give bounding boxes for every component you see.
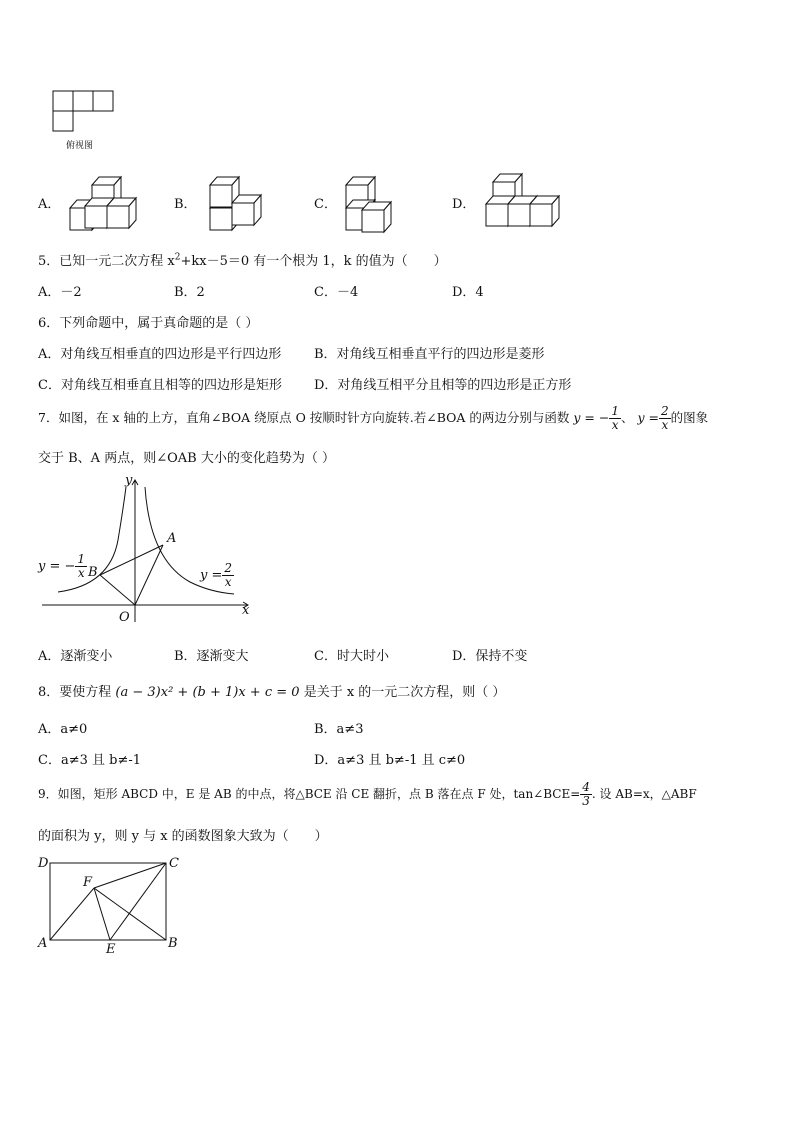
q8-option-d: D．a≠3 且 b≠-1 且 c≠0 — [314, 753, 466, 768]
q4-option-c-label: C． — [314, 197, 337, 212]
q7-label-y: y — [125, 473, 133, 488]
q9-label-e: E — [106, 942, 116, 957]
q9-stem-line2: 的面积为 y，则 y 与 x 的函数图象大致为（ ） — [38, 829, 328, 844]
q5-option-a: A．－2 — [38, 285, 82, 300]
q7-label-b: B — [88, 565, 98, 580]
q8-stem: 8．要使方程 (a − 3)x² + (b + 1)x + c = 0 是关于 x 的一元二次方程，则（ ） — [38, 685, 506, 700]
q4-option-b-label: B． — [174, 197, 197, 212]
q4-option-a-label: A． — [38, 197, 61, 212]
q7-option-b: B．逐渐变大 — [174, 649, 249, 664]
q7-stem-line1: 7．如图，在 x 轴的上方，直角∠BOA 绕原点 O 按顺时针方向旋转.若∠BOA 的两边分别与函数 y = − $\frac{1}{x}$ 、 y = $\frac{2}{x}$ 的图象 — [38, 404, 709, 432]
q5-option-b: B．2 — [174, 285, 205, 300]
q8-option-a: A．a≠0 — [38, 722, 88, 737]
q6-option-a: A．对角线互相垂直的四边形是平行四边形 — [38, 347, 282, 362]
q9-label-b: B — [168, 936, 178, 951]
q5-option-c: C．－4 — [314, 285, 359, 300]
q9-label-f: F — [83, 875, 93, 890]
q7-option-c: C．时大时小 — [314, 649, 389, 664]
q5-stem: 5．已知一元二次方程 $x^2+kx-5=0$ 有一个根为 1，k 的值为（ ） — [38, 252, 447, 269]
q9-label-c: C — [169, 856, 179, 871]
q7-stem-line2: 交于 B、A 两点，则∠OAB 大小的变化趋势为（ ） — [38, 451, 335, 466]
q5-option-d: D．4 — [452, 285, 484, 300]
q6-option-d: D．对角线互相平分且相等的四边形是正方形 — [314, 378, 572, 393]
q7-option-d: D．保持不变 — [452, 649, 528, 664]
q4-option-d-label: D． — [452, 197, 476, 212]
q9-label-a: A — [38, 936, 48, 951]
q9-stem-line1: 9．如图，矩形 ABCD 中，E 是 AB 的中点，将△BCE 沿 CE 翻折，点 B 落在点 F 处，tan∠BCE= $\frac{4}{3}$ . 设 AB=x，△ABF — [38, 780, 697, 808]
q6-stem: 6．下列命题中，属于真命题的是（ ） — [38, 316, 259, 331]
q7-label-a: A — [167, 531, 177, 546]
q6-option-c: C．对角线互相垂直且相等的四边形是矩形 — [38, 378, 282, 393]
q9-label-d: D — [38, 856, 49, 871]
q8-equation: (a − 3)x² + (b + 1)x + c = 0 — [115, 685, 300, 700]
top-view-caption: 俯视图 — [66, 141, 94, 151]
q6-option-b: B．对角线互相垂直平行的四边形是菱形 — [314, 347, 545, 362]
q7-left-curve-label: y = − $\frac{1}{x}$ — [38, 552, 86, 580]
q7-label-o: O — [119, 610, 130, 625]
q7-option-a: A．逐渐变小 — [38, 649, 113, 664]
q7-right-curve-label: y = $\frac{2}{x}$ — [200, 561, 233, 589]
q8-option-c: C．a≠3 且 b≠-1 — [38, 753, 142, 768]
q8-option-b: B．a≠3 — [314, 722, 364, 737]
q7-label-x: x — [242, 603, 250, 618]
